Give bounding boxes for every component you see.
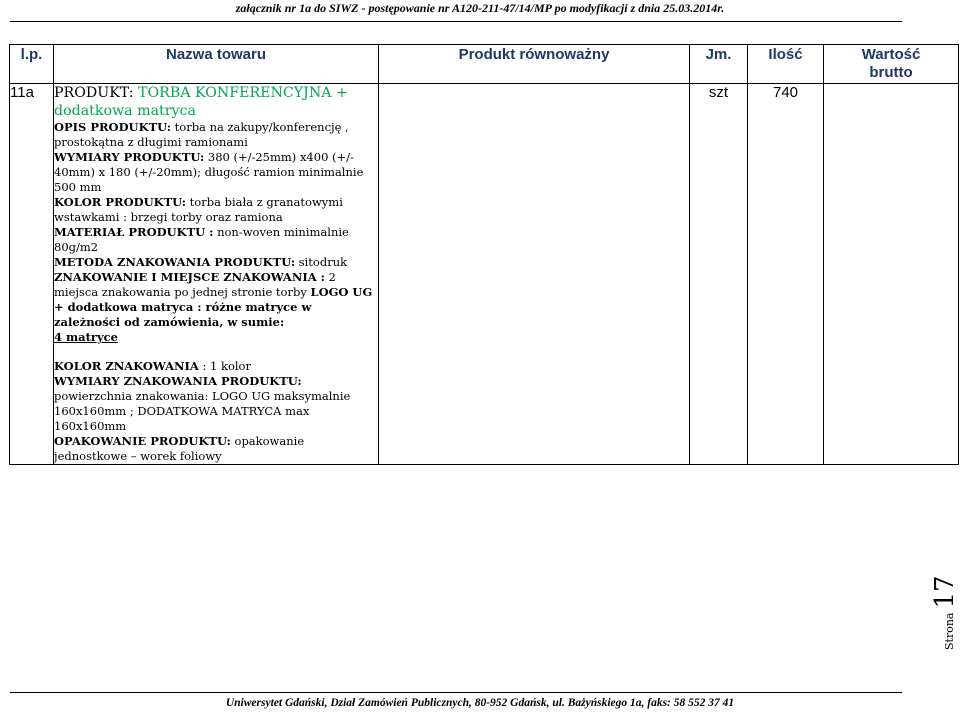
metoda-text: sitodruk xyxy=(295,255,348,269)
column-header-value-line1: Wartość xyxy=(861,46,921,63)
product-table xyxy=(9,44,959,465)
miejsce-bold: LOGO UG + dodatkowa matryca : różne matryce w zależności od zamówienia, w sumie: xyxy=(54,285,373,329)
metoda-paragraph xyxy=(54,255,378,270)
wymiary-text: 380 (+/-25mm) x400 (+/- 40mm) x 180 (+/-20mm); długość ramion minimalnie 500 mm xyxy=(54,150,364,194)
metoda-label: METODA ZNAKOWANIA PRODUKTU: xyxy=(54,255,296,269)
wymiary-znakowania-text: powierzchnia znakowania: LOGO UG maksymalnie 160x160mm ; DODATKOWA MATRYCA max 160x160mm xyxy=(54,389,351,433)
material-label: MATERIAŁ PRODUKTU : xyxy=(54,225,214,239)
kolor-paragraph xyxy=(54,195,378,225)
product-title-name: TORBA KONFERENCYJNA + xyxy=(138,85,348,101)
kolor-znakowania-label: KOLOR ZNAKOWANIA xyxy=(54,359,199,373)
page-number: 17 xyxy=(930,575,960,609)
opakowanie-text: opakowanie jednostkowe – worek foliowy xyxy=(54,434,305,463)
column-header-value-line2: brutto xyxy=(869,64,913,81)
column-header-value xyxy=(824,45,959,84)
page-number-label xyxy=(930,538,960,650)
kolor-label: KOLOR PRODUKTU: xyxy=(54,195,187,209)
wymiary-paragraph xyxy=(54,150,378,195)
opis-label: OPIS PRODUKTU: xyxy=(54,120,171,134)
miejsce-paragraph xyxy=(54,270,378,330)
kolor-znakowania-paragraph xyxy=(54,359,378,374)
column-header-unit: Jm. xyxy=(690,45,748,84)
kolor-znakowania-text: : 1 kolor xyxy=(198,359,251,373)
wymiary-znakowania-paragraph xyxy=(54,374,378,434)
miejsce-label: ZNAKOWANIE I MIEJSCE ZNAKOWANIA : xyxy=(54,270,325,284)
material-paragraph xyxy=(54,225,378,255)
opis-paragraph xyxy=(54,120,378,150)
product-title-extra: dodatkowa matryca xyxy=(54,103,196,119)
unit-cell: szt xyxy=(690,84,748,465)
column-header-quantity: Ilość xyxy=(748,45,824,84)
column-header-equivalent: Produkt równoważny xyxy=(379,45,690,84)
opis-text: torba na zakupy/konferencję , prostokątna z długimi ramionami xyxy=(54,120,349,149)
footer-divider xyxy=(10,692,902,693)
opakowanie-paragraph xyxy=(54,434,378,464)
page-word: Strona xyxy=(943,612,956,650)
material-text: non-woven minimalnie 80g/m2 xyxy=(54,225,349,254)
table-row xyxy=(10,84,959,465)
spacer xyxy=(54,345,378,359)
table-header-row xyxy=(10,45,959,84)
document-header: załącznik nr 1a do SIWZ - postępowanie nr A120-211-47/14/MP po modyfikacji z dnia 25.03.2014r. xyxy=(235,1,725,15)
header-divider xyxy=(10,21,902,22)
wymiary-znakowania-label: WYMIARY ZNAKOWANIA PRODUKTU: xyxy=(54,374,302,388)
row-lp: 11a xyxy=(10,84,54,465)
quantity-cell: 740 xyxy=(748,84,824,465)
column-header-lp: l.p. xyxy=(10,45,54,84)
product-description-cell xyxy=(54,84,379,465)
product-title xyxy=(54,84,378,120)
opakowanie-label: OPAKOWANIE PRODUKTU: xyxy=(54,434,231,448)
kolor-text: torba biała z granatowymi wstawkami : brzegi torby oraz ramiona xyxy=(54,195,343,224)
wymiary-label: WYMIARY PRODUKTU: xyxy=(54,150,205,164)
document-footer: Uniwersytet Gdański, Dział Zamówień Publicznych, 80-952 Gdańsk, ul. Bażyńskiego 1a, faks: 58 552 37 41 xyxy=(225,697,735,709)
product-title-label: PRODUKT: xyxy=(54,85,139,101)
equivalent-product-cell xyxy=(379,84,690,465)
matryce-paragraph xyxy=(54,330,378,345)
matryce-count: 4 matryce xyxy=(54,330,118,344)
column-header-name: Nazwa towaru xyxy=(54,45,379,84)
miejsce-text: 2 miejsca znakowania po jednej stronie torby xyxy=(54,270,336,299)
value-cell xyxy=(824,84,959,465)
